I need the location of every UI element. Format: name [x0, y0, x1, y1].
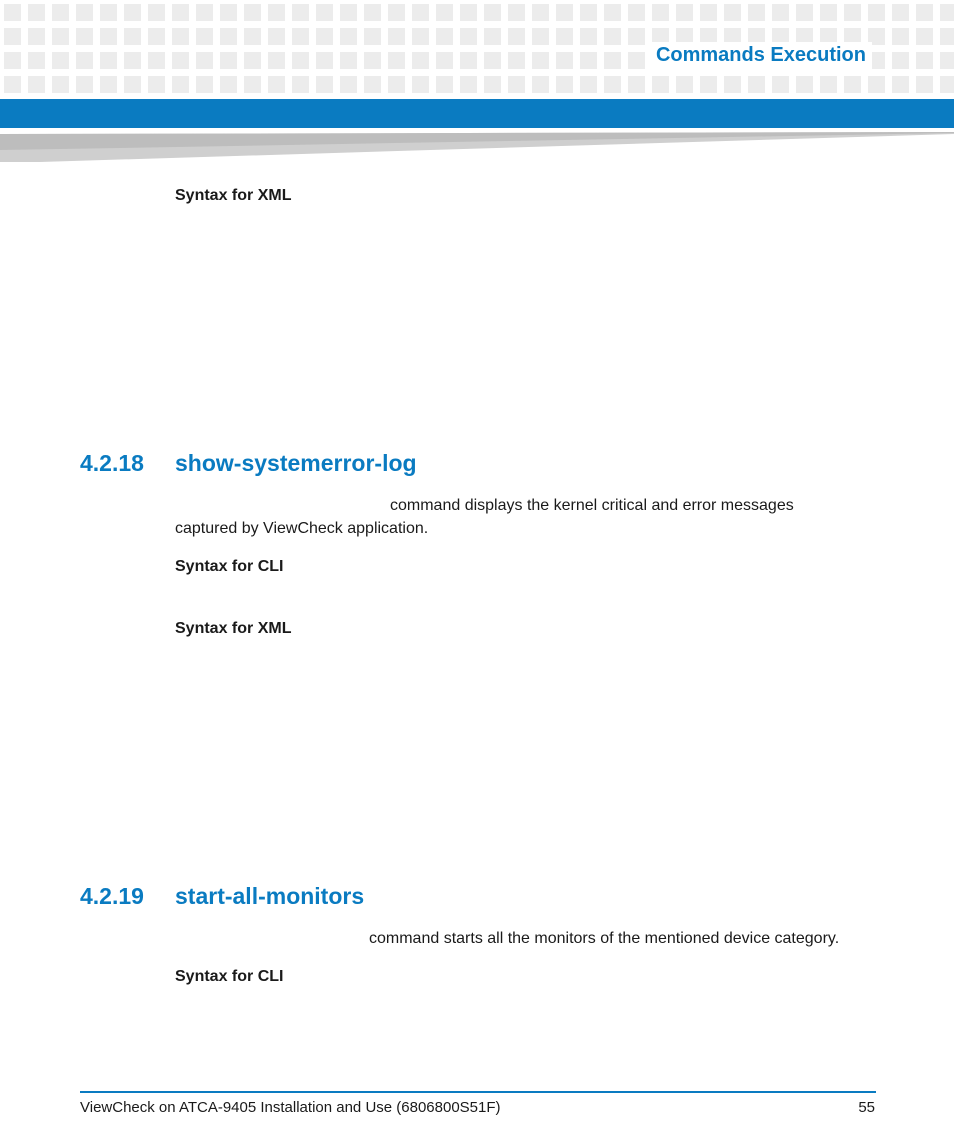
header-pattern-tile	[556, 76, 573, 93]
header-pattern-tile	[148, 4, 165, 21]
header-pattern-tile	[436, 28, 453, 45]
header-pattern-tile	[388, 76, 405, 93]
header-swoosh	[0, 128, 954, 164]
header-pattern-tile	[220, 4, 237, 21]
header-pattern-tile	[28, 52, 45, 69]
header-pattern-tile	[52, 4, 69, 21]
header-pattern-tile	[484, 4, 501, 21]
header-pattern-tile	[868, 76, 885, 93]
header-pattern-tile	[388, 28, 405, 45]
header-pattern-tile	[556, 52, 573, 69]
section-number: 4.2.18	[80, 450, 144, 476]
header-pattern-tile	[916, 28, 933, 45]
header-pattern-tile	[508, 4, 525, 21]
header-pattern-tile	[820, 4, 837, 21]
header-pattern-tile	[124, 4, 141, 21]
header-pattern-tile	[124, 28, 141, 45]
header-pattern-tile	[436, 4, 453, 21]
header-pattern-tile	[916, 76, 933, 93]
header-pattern-tile	[124, 76, 141, 93]
header-pattern-tile	[316, 28, 333, 45]
header-pattern-tile	[916, 4, 933, 21]
section-18-description-line1: command displays the kernel critical and error messages	[390, 497, 794, 514]
header-pattern-tile	[628, 76, 645, 93]
header-pattern-tile	[76, 76, 93, 93]
header-pattern-tile	[940, 52, 954, 69]
syntax-cli-label-19: Syntax for CLI	[175, 968, 284, 985]
header-pattern-tile	[532, 28, 549, 45]
header-pattern-tile	[460, 76, 477, 93]
header-pattern-tile	[772, 4, 789, 21]
header-pattern-tile	[508, 52, 525, 69]
header-pattern-tile	[4, 76, 21, 93]
header-pattern-tile	[580, 4, 597, 21]
header-pattern-tile	[244, 52, 261, 69]
header-pattern-tile	[436, 52, 453, 69]
header-pattern-tile	[580, 28, 597, 45]
header-pattern-tile	[100, 76, 117, 93]
header-pattern-tile	[148, 76, 165, 93]
header-pattern-tile	[628, 52, 645, 69]
header-pattern-tile	[652, 4, 669, 21]
section-title: show-systemerror-log	[175, 450, 417, 476]
header-pattern-tile	[316, 4, 333, 21]
header-pattern-tile	[148, 28, 165, 45]
header-pattern-tile	[412, 4, 429, 21]
section-title: start-all-monitors	[175, 883, 365, 909]
header-pattern-tile	[604, 28, 621, 45]
header-pattern-tile	[292, 76, 309, 93]
header-pattern-tile	[220, 28, 237, 45]
header-pattern-tile	[172, 52, 189, 69]
header-pattern-tile	[244, 4, 261, 21]
header-pattern-tile	[172, 4, 189, 21]
header-pattern-tile	[244, 76, 261, 93]
header-pattern-tile	[940, 28, 954, 45]
header-pattern-tile	[268, 52, 285, 69]
footer-page-number: 55	[858, 1099, 875, 1116]
header-pattern-tile	[268, 28, 285, 45]
header-pattern-tile	[604, 52, 621, 69]
header-pattern-tile	[28, 28, 45, 45]
header-pattern-tile	[580, 76, 597, 93]
header-pattern-tile	[436, 76, 453, 93]
footer-rule	[80, 1091, 876, 1093]
header-pattern-tile	[532, 4, 549, 21]
header-pattern-tile	[100, 4, 117, 21]
header-pattern-tile	[4, 4, 21, 21]
header-pattern-tile	[820, 76, 837, 93]
header-pattern-tile	[76, 28, 93, 45]
header-pattern-tile	[748, 76, 765, 93]
header-pattern-tile	[748, 4, 765, 21]
header-pattern-tile	[604, 4, 621, 21]
header-pattern-tile	[412, 76, 429, 93]
header-pattern-tile	[892, 4, 909, 21]
syntax-cli-label-18: Syntax for CLI	[175, 558, 284, 575]
section-18-description-line2: captured by ViewCheck application.	[175, 520, 429, 537]
header-pattern-tile	[868, 4, 885, 21]
header-pattern-tile	[628, 4, 645, 21]
header-pattern-tile	[172, 28, 189, 45]
header-pattern-tile	[580, 52, 597, 69]
header-pattern-tile	[364, 52, 381, 69]
header-pattern-tile	[292, 28, 309, 45]
header-pattern-tile	[388, 52, 405, 69]
header-pattern-tile	[508, 28, 525, 45]
header-pattern-tile	[52, 52, 69, 69]
header-pattern-tile	[124, 52, 141, 69]
header-pattern-tile	[4, 52, 21, 69]
header-pattern-tile	[844, 4, 861, 21]
header-pattern-tile	[532, 52, 549, 69]
header-pattern-tile	[892, 52, 909, 69]
header-pattern-tile	[724, 4, 741, 21]
header-pattern-tile	[940, 76, 954, 93]
header-pattern-tile	[316, 76, 333, 93]
header-pattern-tile	[196, 52, 213, 69]
header-pattern-tile	[28, 76, 45, 93]
header-blue-band	[0, 99, 954, 128]
syntax-xml-label-18: Syntax for XML	[175, 620, 292, 637]
header-pattern-tile	[556, 28, 573, 45]
header-pattern-tile	[892, 76, 909, 93]
header-pattern-tile	[508, 76, 525, 93]
header-pattern-tile	[484, 52, 501, 69]
header-pattern-tile	[460, 28, 477, 45]
header-pattern-tile	[268, 76, 285, 93]
header-pattern-tile	[484, 28, 501, 45]
header-pattern-tile	[4, 28, 21, 45]
header-pattern-tile	[316, 52, 333, 69]
header-pattern-tile	[220, 52, 237, 69]
header-pattern-tile	[676, 76, 693, 93]
header-pattern-tile	[604, 76, 621, 93]
header-pattern-tile	[916, 52, 933, 69]
section-heading-4-2-18	[80, 450, 417, 477]
header-pattern-tile	[364, 28, 381, 45]
section-heading-4-2-19	[80, 883, 364, 910]
header-pattern-tile	[772, 76, 789, 93]
header-pattern-tile	[340, 28, 357, 45]
header-pattern-tile	[460, 52, 477, 69]
header-pattern-tile	[340, 52, 357, 69]
header-pattern-tile	[700, 76, 717, 93]
header-pattern-tile	[628, 28, 645, 45]
header-pattern-tile	[52, 76, 69, 93]
header-pattern-tile	[340, 4, 357, 21]
header-pattern-tile	[388, 4, 405, 21]
header-pattern-tile	[292, 52, 309, 69]
header-pattern-tile	[52, 28, 69, 45]
header-pattern-tile	[148, 52, 165, 69]
header-pattern-tile	[484, 76, 501, 93]
header-pattern-tile	[196, 28, 213, 45]
syntax-xml-label-top: Syntax for XML	[175, 187, 292, 204]
header-title: Commands Execution	[650, 42, 872, 69]
header-pattern-tile	[196, 76, 213, 93]
header-pattern-tile	[100, 52, 117, 69]
header-pattern-tile	[76, 52, 93, 69]
header-pattern-tile	[196, 4, 213, 21]
header-pattern-tile	[292, 4, 309, 21]
section-number: 4.2.19	[80, 883, 144, 909]
header-pattern-tile	[172, 76, 189, 93]
header-pattern-tile	[364, 4, 381, 21]
header-pattern-tile	[892, 28, 909, 45]
header-pattern-tile	[844, 76, 861, 93]
header-pattern-tile	[676, 4, 693, 21]
header-pattern-tile	[532, 76, 549, 93]
header-pattern-tile	[700, 4, 717, 21]
header-pattern-tile	[796, 76, 813, 93]
header-pattern-tile	[28, 4, 45, 21]
header-pattern-tile	[100, 28, 117, 45]
header-pattern-tile	[340, 76, 357, 93]
header-pattern-tile	[940, 4, 954, 21]
header-pattern-tile	[268, 4, 285, 21]
header-pattern-tile	[652, 76, 669, 93]
footer-doc-title: ViewCheck on ATCA-9405 Installation and Use (6806800S51F)	[80, 1099, 501, 1116]
header-pattern-tile	[76, 4, 93, 21]
header-pattern-tile	[364, 76, 381, 93]
header-pattern-tile	[244, 28, 261, 45]
header-pattern-tile	[796, 4, 813, 21]
section-19-description-line1: command starts all the monitors of the mentioned device category.	[369, 930, 840, 947]
header-pattern-tile	[220, 76, 237, 93]
header-pattern-tile	[724, 76, 741, 93]
header-pattern-tile	[412, 52, 429, 69]
header-pattern-tile	[412, 28, 429, 45]
header-pattern-tile	[556, 4, 573, 21]
header-pattern-tile	[460, 4, 477, 21]
